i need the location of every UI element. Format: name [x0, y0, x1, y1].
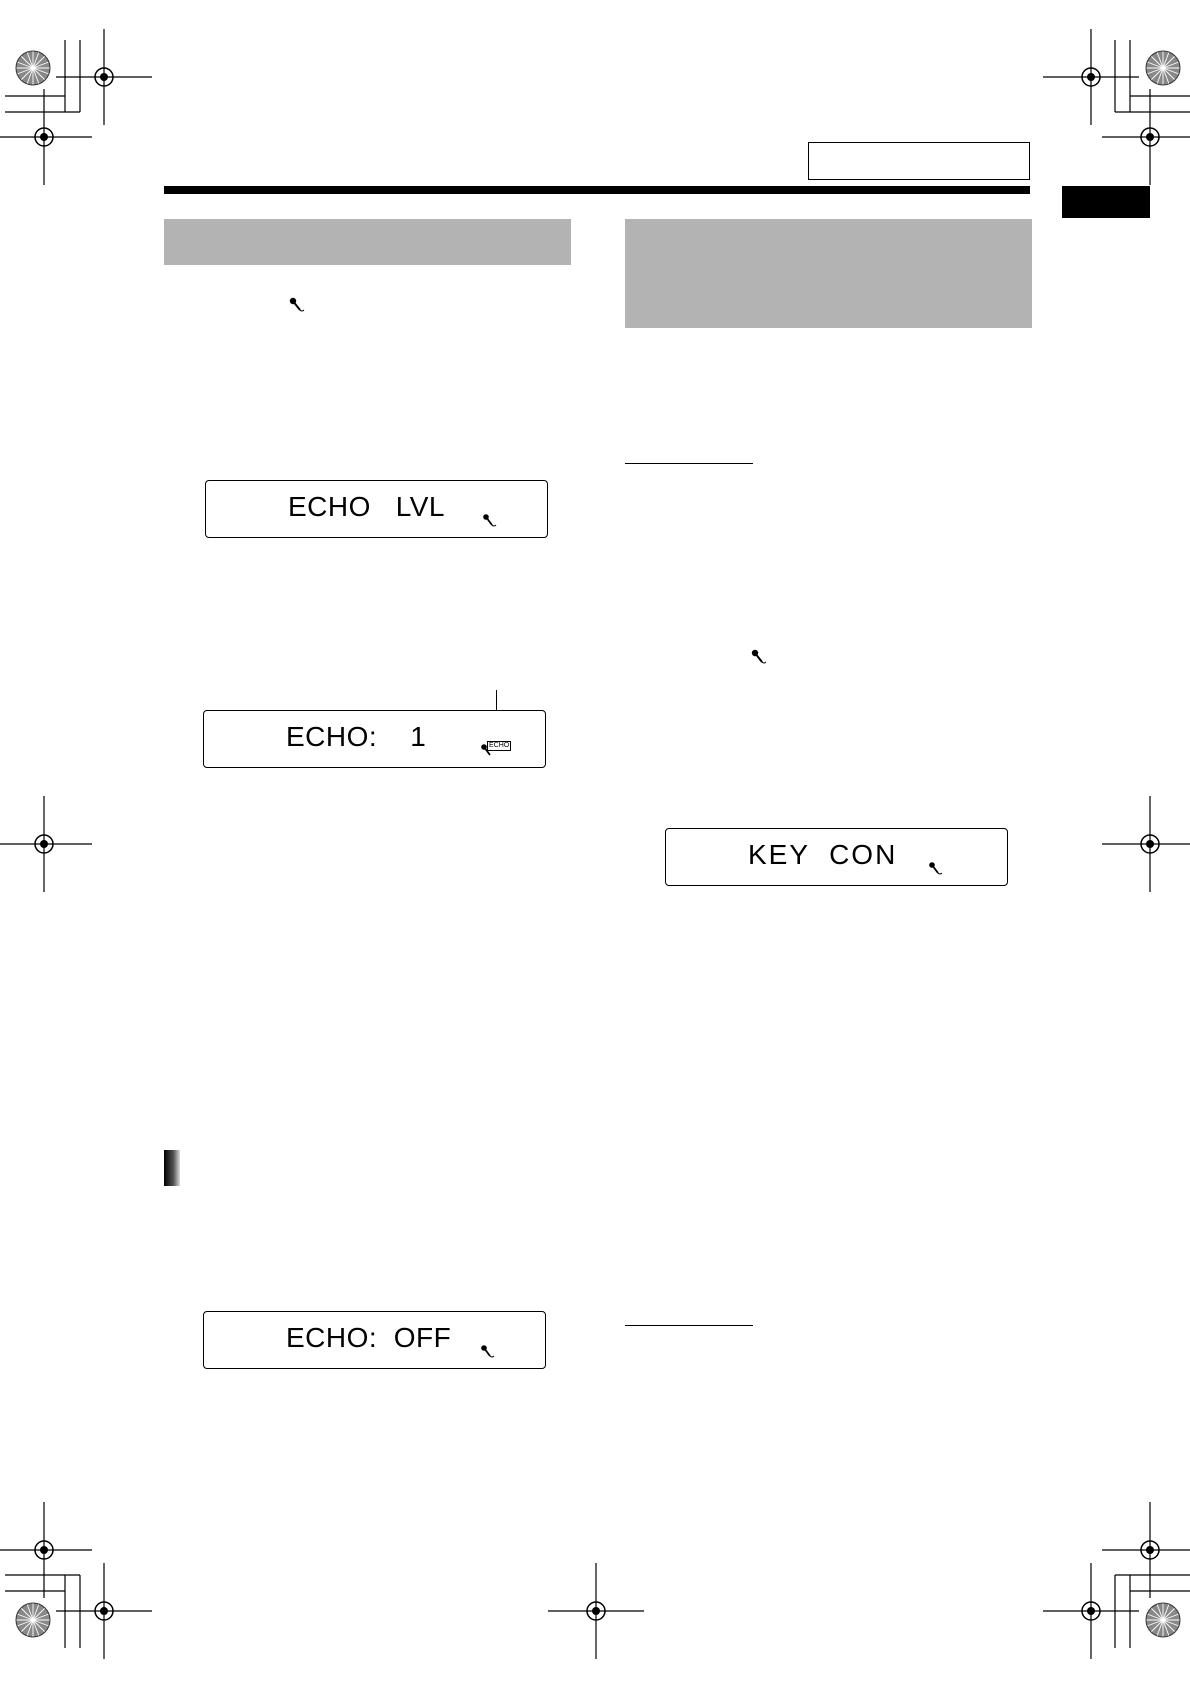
section-tab — [1062, 186, 1150, 218]
subheading-rule — [625, 1325, 753, 1326]
display-text: ECHO LVL — [288, 491, 445, 522]
color-target-top-right — [1146, 51, 1180, 85]
left-section-header — [164, 219, 571, 265]
crosshair-bottom-left-1 — [0, 1502, 92, 1598]
display-text: ECHO: OFF — [286, 1322, 452, 1353]
crosshair-top-left-1 — [56, 29, 152, 125]
color-target-bottom-right — [1146, 1603, 1180, 1637]
display-text: KEY CON — [748, 839, 898, 870]
display-echo-off — [203, 1311, 546, 1369]
microphone-icon — [480, 1344, 496, 1360]
section-side-marker — [164, 1150, 180, 1186]
header-label-box — [808, 142, 1030, 180]
microphone-icon — [928, 861, 944, 877]
crosshair-top-left-2 — [0, 89, 92, 185]
crosshair-bottom-center — [548, 1563, 644, 1659]
subheading-rule — [625, 463, 753, 464]
display-text: ECHO: 1 — [286, 721, 427, 752]
echo-indicator: ECHO — [489, 742, 510, 749]
microphone-icon — [750, 648, 768, 666]
crosshair-bottom-right-2 — [1043, 1563, 1139, 1659]
crosshair-bottom-left-2 — [56, 1563, 152, 1659]
display-key-control — [665, 828, 1008, 886]
crosshair-mid-left — [0, 796, 92, 892]
microphone-icon — [482, 513, 498, 529]
microphone-icon — [288, 296, 306, 314]
color-target-bottom-left — [16, 1603, 50, 1637]
header-rule — [164, 186, 1030, 194]
crosshair-top-right-1 — [1043, 29, 1139, 125]
crosshair-mid-right — [1102, 796, 1190, 892]
display-echo-value — [203, 710, 546, 768]
display-echo-level — [205, 480, 548, 538]
right-section-header — [625, 219, 1032, 328]
color-target-top-left — [16, 51, 50, 85]
gradient-marker-icon — [164, 1150, 180, 1186]
